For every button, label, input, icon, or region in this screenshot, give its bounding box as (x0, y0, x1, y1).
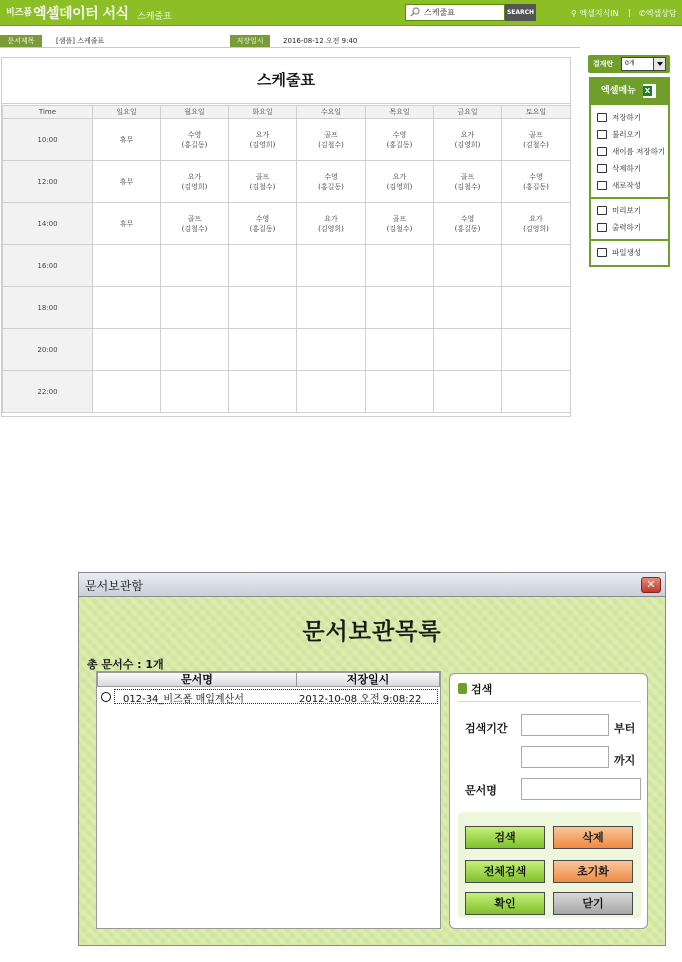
location-pin-icon: ⚲ (571, 9, 577, 18)
search-bullet-icon (458, 683, 467, 694)
dialog-heading: 문서보관목록 (302, 619, 442, 645)
person-text: (홍길동) (181, 140, 208, 149)
bizforms-logo[interactable]: 비즈폼 (6, 8, 33, 18)
activity-text: 요가 (255, 130, 270, 139)
column-day: 월요일 (161, 106, 229, 119)
schedule-cell[interactable] (366, 371, 434, 413)
activity-text: 휴무 (119, 219, 134, 228)
menu-item[interactable] (591, 244, 668, 261)
schedule-cell[interactable] (229, 119, 297, 161)
schedule-cell[interactable] (161, 245, 229, 287)
person-text: (김철수) (386, 224, 413, 233)
schedule-cell[interactable] (161, 287, 229, 329)
search-panel-title (458, 681, 492, 697)
schedule-cell[interactable] (366, 287, 434, 329)
docname-input[interactable] (521, 778, 641, 800)
schedule-cell[interactable] (366, 161, 434, 203)
excel-menu-title: 엑셀메뉴 (601, 86, 636, 96)
schedule-cell[interactable] (434, 161, 502, 203)
schedule-cell[interactable] (366, 119, 434, 161)
schedule-cell[interactable] (297, 371, 366, 413)
period-from-input[interactable] (521, 714, 609, 736)
search-button[interactable]: SEARCH (505, 4, 536, 21)
radio-button[interactable] (101, 692, 111, 702)
search-all-button[interactable]: 전체검색 (465, 860, 545, 883)
schedule-cell[interactable] (297, 245, 366, 287)
excel-consult-link[interactable] (639, 8, 677, 19)
menu-divider (591, 197, 668, 199)
menu-item-label: 새이름 저장하기 (612, 147, 666, 156)
person-text: (홍길동) (318, 182, 344, 191)
time-cell: 20:00 (3, 329, 93, 371)
to-suffix: 까지 (614, 754, 636, 767)
time-cell: 16:00 (3, 245, 93, 287)
print-icon (597, 223, 607, 232)
schedule-cell[interactable] (297, 161, 366, 203)
doc-title-label: 문서제목 (0, 35, 42, 47)
period-label: 검색기간 (465, 722, 508, 735)
person-text: (김영희) (249, 140, 276, 149)
info-divider (0, 47, 580, 48)
search-value: 스케줄표 (424, 8, 455, 17)
document-count: 총 문서수 : 1개 (87, 658, 164, 671)
column-day: 금요일 (434, 106, 502, 119)
time-cell: 18:00 (3, 287, 93, 329)
person-text: (김철수) (523, 140, 549, 149)
reset-button[interactable]: 초기화 (553, 860, 633, 883)
schedule-row (3, 371, 571, 413)
menu-item-label: 파일생성 (612, 248, 641, 257)
activity-text: 수영 (255, 214, 270, 223)
activity-text: 골프 (460, 172, 475, 181)
save-as-icon (597, 147, 607, 156)
header-separator: | (628, 8, 631, 17)
schedule-cell[interactable] (229, 371, 297, 413)
new-document-icon (597, 181, 607, 190)
activity-text: 골프 (187, 214, 202, 223)
schedule-cell[interactable] (297, 287, 366, 329)
activity-text: 요가 (187, 172, 202, 181)
menu-item-label: 불러오기 (612, 130, 641, 139)
activity-text: 수영 (529, 172, 543, 181)
delete-button[interactable]: 삭제 (553, 826, 633, 849)
excel-knowledge-link[interactable] (571, 8, 619, 19)
schedule-cell[interactable] (161, 329, 229, 371)
activity-text: 수영 (187, 130, 202, 139)
schedule-cell[interactable] (366, 203, 434, 245)
menu-item[interactable] (591, 177, 668, 194)
schedule-sheet (1, 57, 571, 417)
activity-text: 요가 (324, 214, 338, 223)
schedule-grid (2, 105, 571, 413)
schedule-cell[interactable] (229, 203, 297, 245)
person-text: (김영희) (318, 224, 344, 233)
schedule-cell[interactable] (366, 329, 434, 371)
app-title[interactable]: 엑셀데이터 서식 (33, 6, 129, 22)
schedule-cell[interactable] (161, 203, 229, 245)
person-text: (홍길동) (454, 224, 481, 233)
activity-text: 요가 (529, 214, 543, 223)
close-button[interactable]: 닫기 (553, 892, 633, 915)
list-header (97, 672, 440, 687)
activity-text: 휴무 (119, 135, 134, 144)
schedule-cell[interactable] (161, 161, 229, 203)
person-text: (김철수) (249, 182, 276, 191)
excel-consult-label: 엑셀상담 (645, 9, 677, 18)
top-header (0, 0, 682, 26)
menu-item[interactable] (591, 202, 668, 219)
schedule-cell[interactable] (502, 371, 571, 413)
column-day: 목요일 (366, 106, 434, 119)
dialog-title: 문서보관함 (85, 579, 143, 593)
dialog-titlebar[interactable] (79, 573, 665, 597)
schedule-cell[interactable] (502, 119, 571, 161)
save-icon (597, 113, 607, 122)
menu-item-label: 삭제하기 (612, 164, 641, 173)
period-to-input[interactable] (521, 746, 609, 768)
time-cell: 14:00 (3, 203, 93, 245)
person-text: (김철수) (318, 140, 344, 149)
activity-text: 골프 (324, 130, 338, 139)
schedule-cell[interactable] (93, 161, 161, 203)
excel-letter: X (644, 87, 651, 95)
schedule-cell[interactable] (502, 161, 571, 203)
schedule-cell[interactable] (434, 287, 502, 329)
excel-icon (643, 84, 656, 98)
column-day: 화요일 (229, 106, 297, 119)
close-icon[interactable]: ✕ (641, 577, 661, 593)
schedule-title[interactable]: 스케줄표 (2, 58, 570, 104)
activity-text: 요가 (392, 172, 407, 181)
schedule-cell[interactable] (229, 329, 297, 371)
schedule-row (3, 245, 571, 287)
schedule-row (3, 329, 571, 371)
activity-text: 수영 (460, 214, 475, 223)
document-storage-dialog (78, 572, 666, 946)
schedule-cell[interactable] (297, 329, 366, 371)
folder-icon (597, 248, 607, 257)
document-list[interactable] (96, 671, 441, 929)
schedule-cell[interactable] (502, 203, 571, 245)
schedule-cell[interactable] (297, 119, 366, 161)
menu-item[interactable] (591, 143, 668, 160)
activity-text: 수영 (392, 130, 407, 139)
person-text: (김영희) (454, 140, 481, 149)
person-text: (김철수) (454, 182, 481, 191)
search-panel (449, 673, 648, 929)
column-save-date[interactable]: 저장일시 (296, 672, 440, 687)
phone-icon: ✆ (639, 9, 646, 18)
schedule-cell[interactable] (229, 161, 297, 203)
search-button[interactable]: 검색 (465, 826, 545, 849)
schedule-row (3, 119, 571, 161)
menu-item-label: 새로작성 (612, 181, 641, 190)
schedule-cell[interactable] (229, 287, 297, 329)
approval-select[interactable] (621, 57, 666, 71)
person-text: (김영희) (386, 182, 413, 191)
column-day: 토요일 (502, 106, 571, 119)
person-text: (김영희) (181, 182, 208, 191)
time-cell: 22:00 (3, 371, 93, 413)
from-suffix: 부터 (614, 722, 636, 735)
save-date-label: 저장일시 (230, 35, 270, 47)
schedule-cell[interactable] (93, 119, 161, 161)
docname-label: 문서명 (465, 784, 497, 797)
schedule-cell[interactable] (502, 329, 571, 371)
schedule-cell[interactable] (161, 119, 229, 161)
person-text: (김철수) (181, 224, 208, 233)
time-cell: 10:00 (3, 119, 93, 161)
ok-button[interactable]: 확인 (465, 892, 545, 915)
row-doc-name: 012-34_비즈폼 매입계산서 (123, 694, 244, 705)
approval-box (588, 55, 670, 73)
column-time: Time (3, 106, 93, 119)
schedule-cell[interactable] (366, 245, 434, 287)
schedule-row (3, 203, 571, 245)
menu-item[interactable] (591, 160, 668, 177)
row-save-date: 2012-10-08 오전 9:08:22 (299, 694, 422, 705)
menu-item[interactable] (591, 109, 668, 126)
activity-text: 골프 (392, 214, 407, 223)
excel-menu (589, 77, 670, 267)
schedule-cell[interactable] (93, 245, 161, 287)
app-subtitle: 스케줄표 (137, 12, 172, 22)
search-icon (410, 7, 420, 17)
approval-label: 결재란 (593, 60, 614, 68)
schedule-cell[interactable] (434, 371, 502, 413)
doc-title-value: [샘플] 스케줄표 (56, 37, 105, 45)
excel-menu-header (591, 79, 668, 105)
open-icon (597, 130, 607, 139)
schedule-cell[interactable] (502, 245, 571, 287)
preview-icon (597, 206, 607, 215)
schedule-cell[interactable] (434, 203, 502, 245)
person-text: (김영희) (523, 224, 549, 233)
schedule-cell[interactable] (93, 329, 161, 371)
menu-item[interactable] (591, 219, 668, 236)
time-cell: 12:00 (3, 161, 93, 203)
schedule-cell[interactable] (93, 371, 161, 413)
save-date-value: 2016-08-12 오전 9:40 (283, 37, 358, 45)
excel-knowledge-label: 엑셀지식IN (579, 9, 619, 18)
activity-text: 수영 (324, 172, 338, 181)
schedule-cell[interactable] (434, 119, 502, 161)
search-input[interactable] (405, 4, 505, 21)
schedule-cell[interactable] (93, 203, 161, 245)
menu-item[interactable] (591, 126, 668, 143)
activity-text: 요가 (460, 130, 475, 139)
chevron-down-icon[interactable] (653, 58, 665, 70)
trash-icon (597, 164, 607, 173)
schedule-cell[interactable] (297, 203, 366, 245)
schedule-cell[interactable] (161, 371, 229, 413)
search-divider (458, 701, 641, 702)
person-text: (홍길동) (386, 140, 413, 149)
activity-text: 골프 (255, 172, 270, 181)
menu-item-label: 미리보기 (612, 206, 641, 215)
activity-text: 골프 (529, 130, 543, 139)
menu-item-label: 저장하기 (612, 113, 641, 122)
menu-divider (591, 239, 668, 241)
list-item[interactable] (97, 689, 440, 705)
schedule-cell[interactable] (434, 329, 502, 371)
schedule-cell[interactable] (434, 245, 502, 287)
schedule-row (3, 161, 571, 203)
schedule-cell[interactable] (93, 287, 161, 329)
person-text: (홍길동) (249, 224, 276, 233)
schedule-cell[interactable] (229, 245, 297, 287)
schedule-row (3, 287, 571, 329)
menu-item-label: 출력하기 (612, 223, 641, 232)
person-text: (홍길동) (523, 182, 549, 191)
search-panel-label: 검색 (471, 683, 493, 696)
schedule-cell[interactable] (502, 287, 571, 329)
approval-selected: 0개 (625, 60, 635, 67)
activity-text: 휴무 (119, 177, 134, 186)
column-doc-name[interactable]: 문서명 (97, 672, 297, 687)
column-day: 일요일 (93, 106, 161, 119)
column-day: 수요일 (297, 106, 366, 119)
